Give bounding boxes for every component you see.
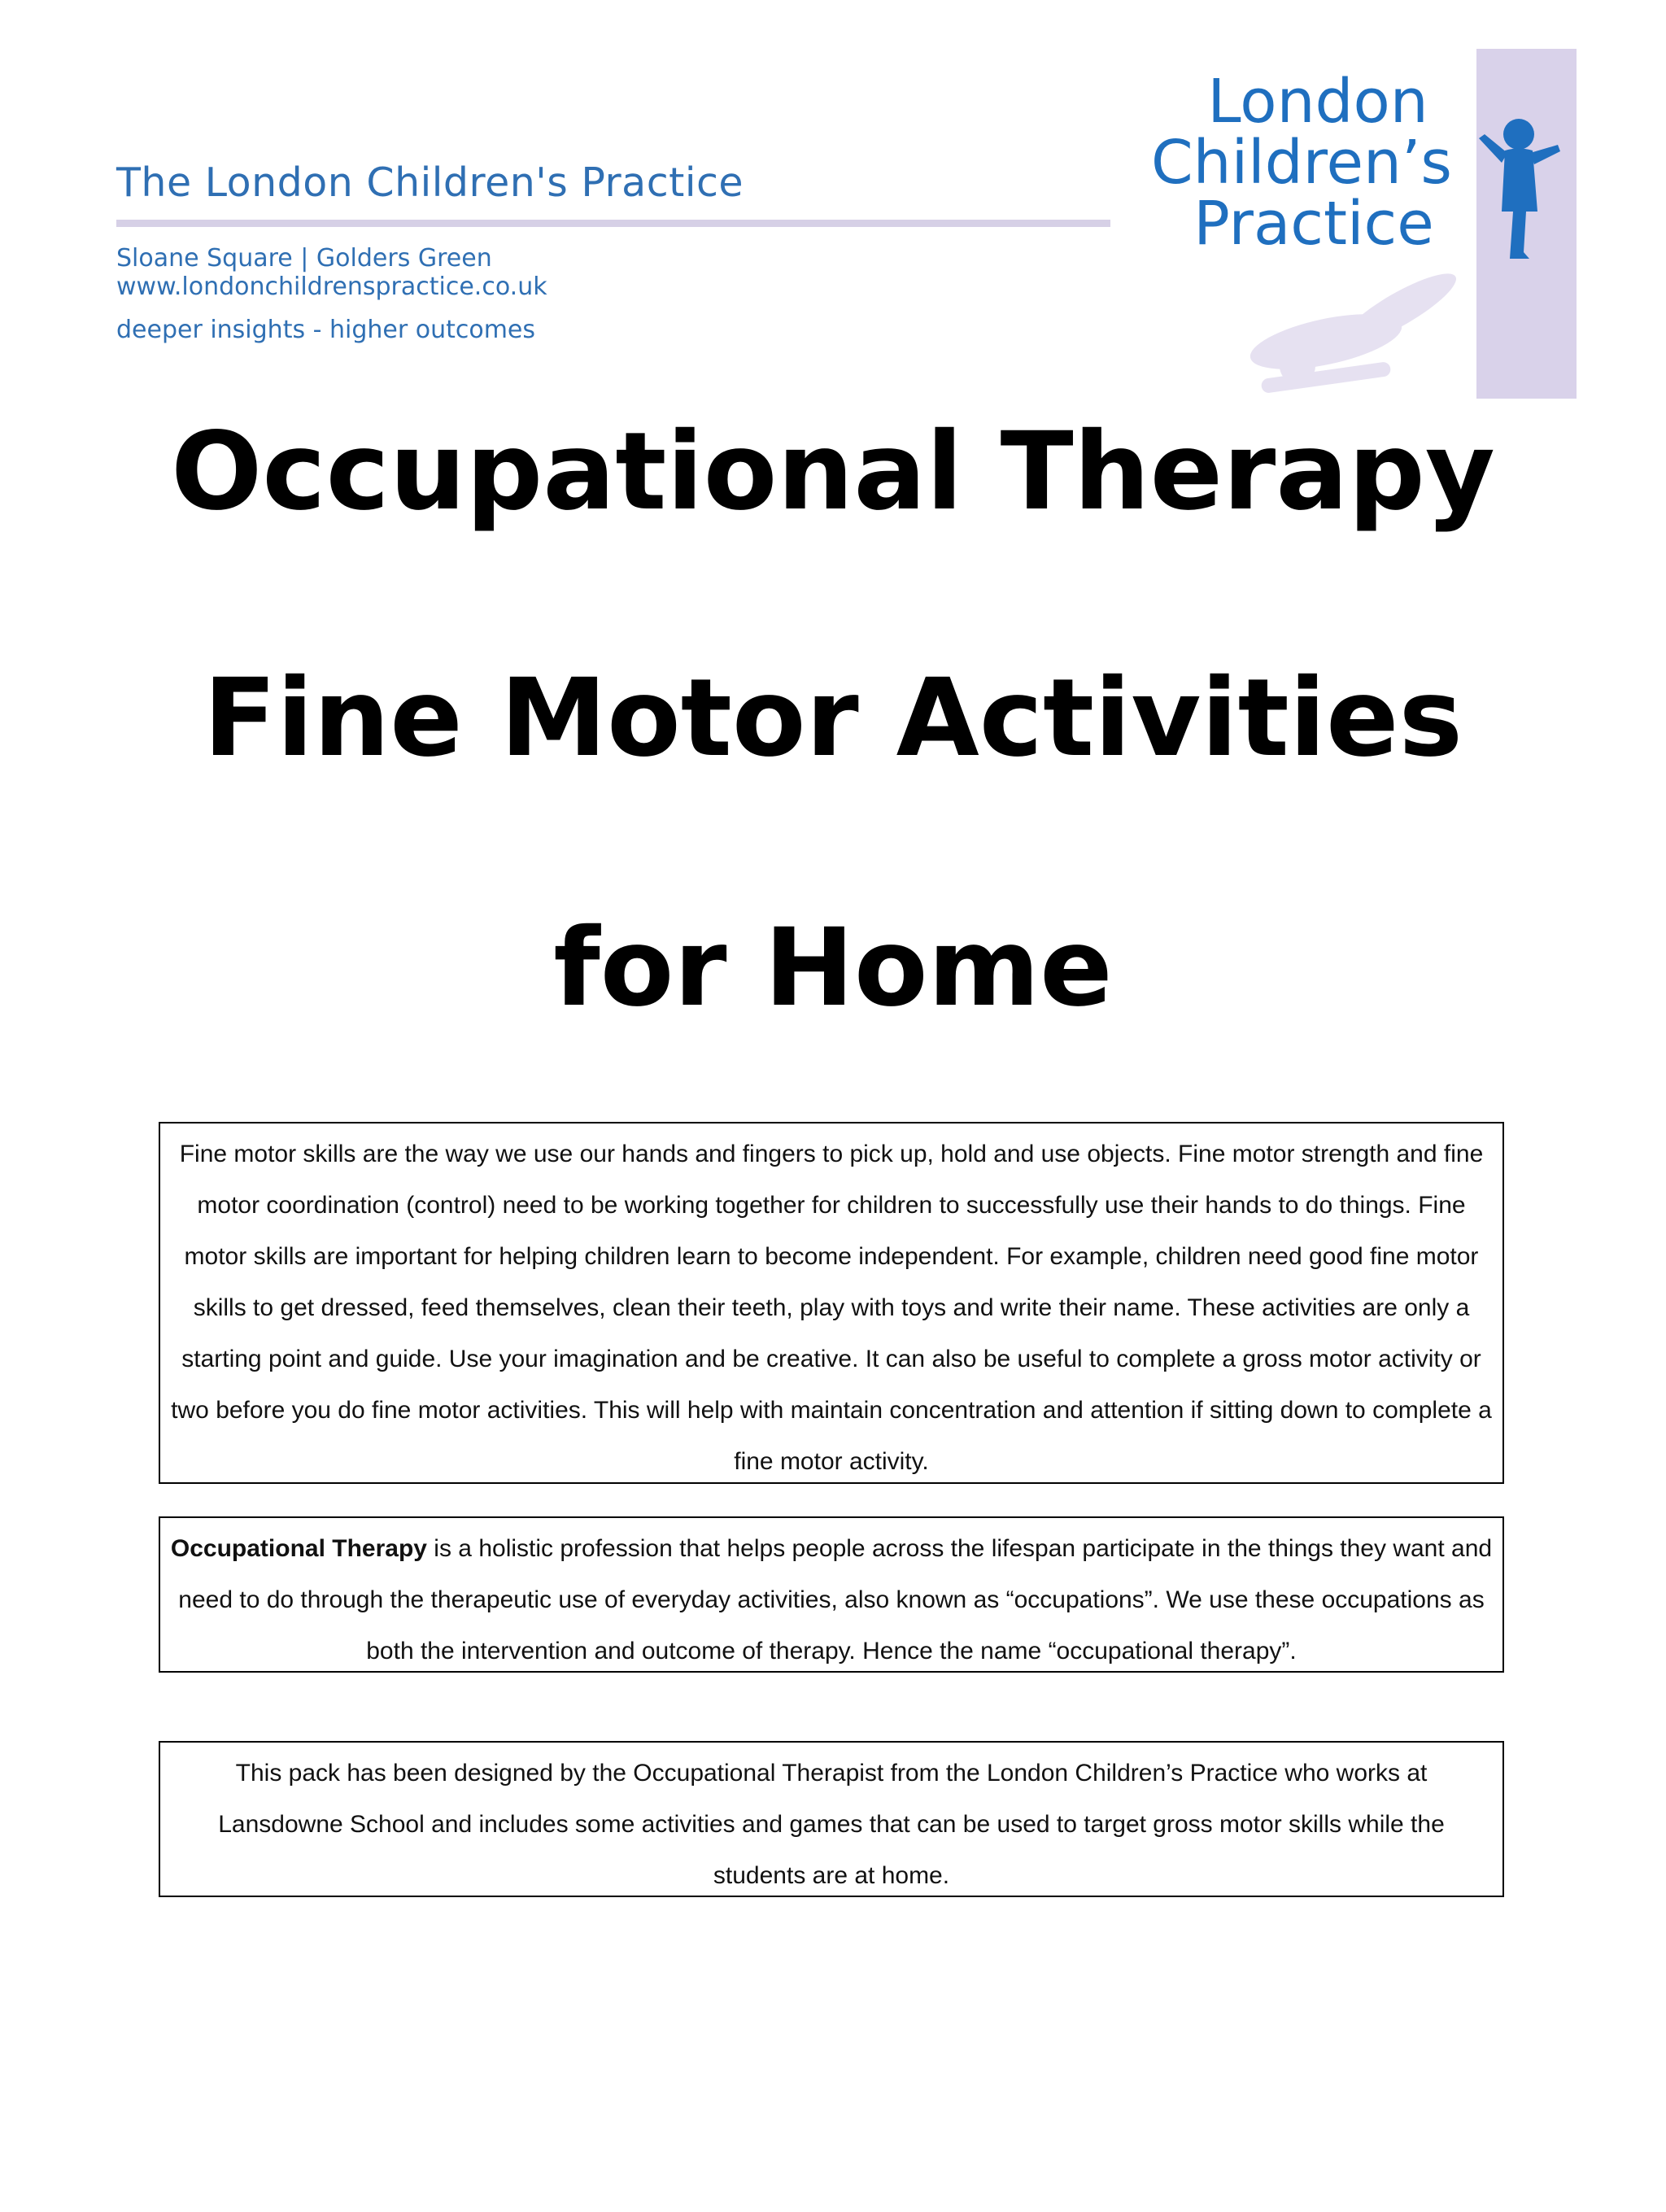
page-title-line-2: Fine Motor Activities xyxy=(203,656,1463,781)
pack-info-box xyxy=(159,1741,1504,1897)
page-title-line-3: for Home xyxy=(553,905,1113,1031)
practice-tagline: deeper insights - higher outcomes xyxy=(116,316,536,344)
logo-panel xyxy=(1476,49,1577,399)
practice-name: The London Children's Practice xyxy=(116,159,744,206)
intro-box xyxy=(159,1122,1504,1484)
page-title-line-1: Occupational Therapy xyxy=(171,409,1495,534)
intro-text: Fine motor skills are the way we use our hands and fingers to pick up, hold and use objects. Fine motor strength and fine motor coordination (control) need to be working together for children to successfully use their hands to do things. Fine motor skills are important for helping children learn to become independent. For example, children need good fine motor skills to get dressed, feed themselves, clean their teeth, play with toys and write their name. These activities are only a starting point and guide. Use your imagination and be creative. It can also be useful to complete a gross motor activity or two before you do fine motor activities. This will help with maintain concentration and attention if sitting down to complete a fine motor activity. xyxy=(171,1141,1492,1475)
practice-locations: Sloane Square | Golders Green xyxy=(116,244,492,273)
ot-definition-text: is a holistic profession that helps people across the lifespan participate in the things they want and need to do through the therapeutic use of everyday activities, also known as “occupations”. We use these occupations as both the intervention and outcome of therapy. Hence the name “occupational therapy”. xyxy=(178,1535,1493,1664)
practice-website: www.londonchildrenspractice.co.uk xyxy=(116,273,547,301)
pack-info-text: This pack has been designed by the Occupational Therapist from the London Children’s Practice who works at Lansdowne School and includes some activities and games that can be used to target gross motor skills while the students are at home. xyxy=(218,1760,1445,1889)
ot-definition-box xyxy=(159,1516,1504,1673)
shadow-figure-icon xyxy=(1245,263,1463,394)
practice-logo xyxy=(1114,49,1577,407)
logo-line-1: London xyxy=(1207,67,1428,137)
ot-term: Occupational Therapy xyxy=(170,1535,427,1562)
header-divider xyxy=(116,220,1110,227)
logo-line-2: Children’s xyxy=(1151,128,1452,198)
logo-line-3: Practice xyxy=(1193,189,1434,259)
